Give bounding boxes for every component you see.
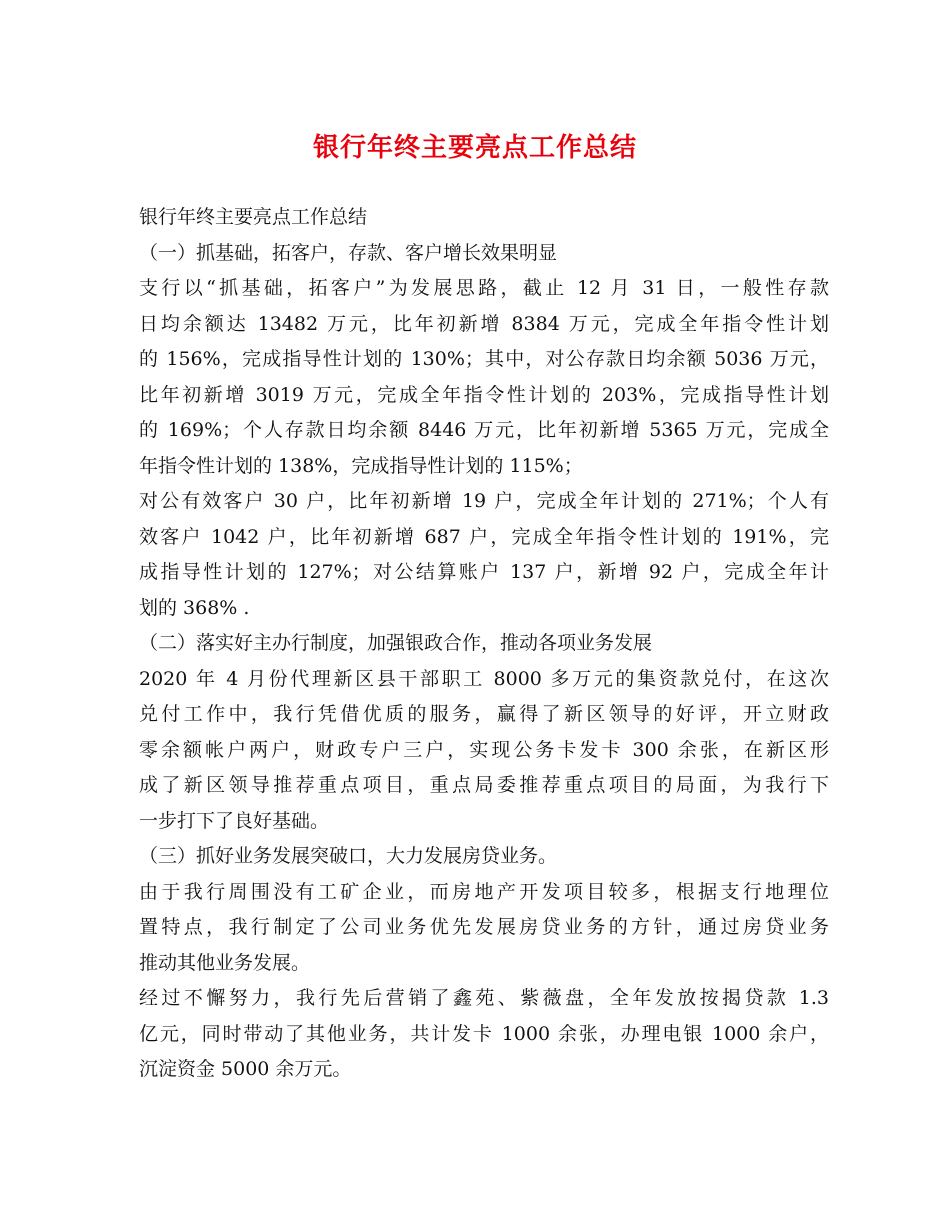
text-line: 2020 年 4 月份代理新区县干部职工 8000 多万元的集资款兑付，在这次 bbox=[139, 667, 829, 690]
text-line: 成了新区领导推荐重点项目，重点局委推荐重点项目的局面，为我行下 bbox=[139, 774, 829, 796]
text-line: 支行以“抓基础，拓客户”为发展思路，截止 12 月 31 日，一般性存款 bbox=[139, 277, 829, 299]
text-line: 的 156%，完成指导性计划的 130%；其中，对公存款日均余额 5036 万元， bbox=[139, 348, 829, 370]
text-line: （二）落实好主办行制度，加强银政合作，推动各项业务发展 bbox=[139, 632, 653, 654]
text-line: 比年初新增 3019 万元，完成全年指令性计划的 203%，完成指导性计划 bbox=[139, 383, 829, 406]
text-line: 由于我行周围没有工矿企业，而房地产开发项目较多，根据支行地理位 bbox=[139, 880, 829, 903]
text-line: （三）抓好业务发展突破口，大力发展房贷业务。 bbox=[139, 845, 558, 867]
document-body bbox=[139, 200, 829, 1088]
text-line: 成指导性计划的 127%；对公结算账户 137 户，新增 92 户，完成全年计 bbox=[139, 561, 829, 583]
text-line: 沉淀资金 5000 余万元。 bbox=[139, 1058, 352, 1080]
text-line: 的 169%；个人存款日均余额 8446 万元，比年初新增 5365 万元，完成全 bbox=[139, 419, 829, 441]
text-line: 对公有效客户 30 户，比年初新增 19 户，完成全年计划的 271%；个人有 bbox=[139, 490, 829, 512]
text-line: 年指令性计划的 138%，完成指导性计划的 115%； bbox=[139, 454, 583, 477]
document-title: 银行年终主要亮点工作总结 bbox=[312, 133, 637, 163]
text-line: 置特点，我行制定了公司业务优先发展房贷业务的方针，通过房贷业务 bbox=[139, 916, 829, 938]
text-line: 推动其他业务发展。 bbox=[139, 951, 311, 974]
text-line: 零余额帐户两户，财政专户三户，实现公务卡发卡 300 余张，在新区形 bbox=[139, 738, 829, 761]
text-line: 划的 368% . bbox=[139, 596, 250, 619]
text-line: 效客户 1042 户，比年初新增 687 户，完成全年指令性计划的 191%，完 bbox=[139, 525, 829, 548]
text-line: 日均余额达 13482 万元，比年初新增 8384 万元，完成全年指令性计划 bbox=[139, 312, 829, 335]
text-line: 兑付工作中，我行凭借优质的服务，赢得了新区领导的好评，开立财政 bbox=[139, 703, 829, 725]
text-line: 银行年终主要亮点工作总结 bbox=[139, 206, 368, 228]
text-line: （一）抓基础，拓客户，存款、客户增长效果明显 bbox=[139, 241, 558, 264]
text-line: 一步打下了良好基础。 bbox=[139, 809, 330, 832]
text-line: 经过不懈努力，我行先后营销了鑫苑、紫薇盘，全年发放按揭贷款 1.3 bbox=[139, 987, 829, 1009]
text-line: 亿元，同时带动了其他业务，共计发卡 1000 余张，办理电银 1000 余户， bbox=[139, 1022, 829, 1045]
